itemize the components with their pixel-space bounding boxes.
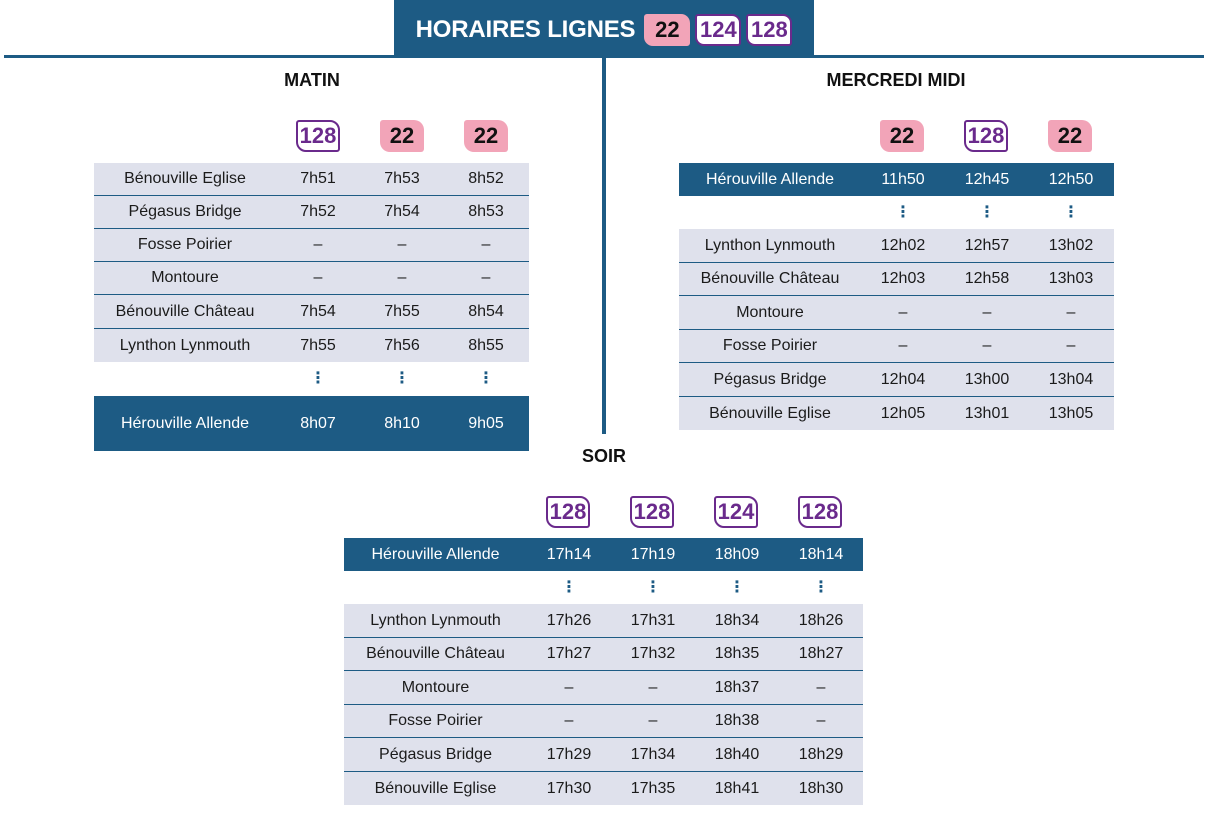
- stop-name: Lynthon Lynmouth: [119, 336, 251, 354]
- table-row: [679, 330, 1114, 363]
- time-cell: –: [898, 303, 908, 321]
- vertical-dots-icon: ⋮: [561, 578, 577, 596]
- stop-name: Fosse Poirier: [137, 236, 233, 253]
- stop-name: Fosse Poirier: [722, 337, 818, 354]
- section-title-soir: SOIR: [581, 446, 626, 466]
- stop-name: Hérouville Allende: [705, 170, 835, 188]
- terminus-row: [94, 396, 529, 451]
- stop-name: Montoure: [401, 678, 470, 696]
- time-cell: 7h53: [384, 170, 420, 187]
- stop-name: Pégasus Bridge: [713, 370, 827, 388]
- time-cell: 13h01: [964, 404, 1010, 422]
- ellipsis-row: [344, 571, 863, 604]
- time-cell: 18h35: [714, 645, 760, 662]
- time-cell: 11h50: [881, 170, 925, 188]
- matin-line-badge-3: 22: [464, 120, 508, 152]
- page-title: HORAIRES LIGNES: [415, 16, 636, 43]
- table-row: [94, 262, 529, 295]
- time-cell: 13h02: [1048, 236, 1094, 254]
- time-cell: –: [564, 712, 574, 729]
- time-cell: –: [816, 678, 826, 696]
- time-cell: 7h54: [384, 203, 420, 220]
- column-divider: [602, 58, 606, 434]
- time-cell: –: [1066, 337, 1076, 354]
- time-cell: 17h19: [630, 545, 676, 563]
- time-cell: 17h34: [630, 745, 676, 763]
- time-cell: –: [1066, 303, 1076, 321]
- header-line-badge-128: 128: [746, 14, 792, 46]
- table-row: [344, 638, 863, 671]
- stop-name: Bénouville Eglise: [124, 170, 246, 187]
- time-cell: 17h26: [546, 611, 592, 629]
- mercredi-timetable: [679, 163, 1114, 430]
- matin-timetable: [94, 163, 529, 451]
- time-cell: 17h30: [546, 779, 592, 797]
- time-cell: 18h34: [714, 611, 760, 629]
- time-cell: 12h57: [964, 236, 1010, 254]
- stop-name: Hérouville Allende: [371, 545, 500, 563]
- time-cell: 7h52: [300, 203, 336, 220]
- time-cell: 17h31: [630, 611, 676, 629]
- time-cell: 17h32: [630, 645, 676, 662]
- stop-name: Montoure: [736, 303, 804, 321]
- time-cell: 13h05: [1048, 404, 1094, 422]
- mercredi-line-badge-1: 22: [880, 120, 924, 152]
- stop-name: Pégasus Bridge: [128, 203, 242, 220]
- header-banner: [394, 0, 814, 58]
- table-row: [344, 772, 863, 805]
- stop-name: Bénouville Château: [700, 270, 840, 287]
- time-cell: 12h03: [880, 270, 926, 287]
- mercredi-line-badge-3: 22: [1048, 120, 1092, 152]
- vertical-dots-icon: ⋮: [645, 578, 661, 596]
- ellipsis-row: [679, 196, 1114, 229]
- time-cell: 18h38: [714, 712, 760, 729]
- stop-name: Bénouville Château: [366, 645, 505, 662]
- time-cell: 12h45: [964, 170, 1010, 188]
- time-cell: 18h30: [798, 779, 844, 797]
- time-cell: –: [648, 712, 658, 729]
- time-cell: 8h54: [468, 302, 504, 320]
- soir-timetable: [344, 538, 863, 805]
- time-cell: 18h09: [714, 545, 760, 563]
- table-row: [94, 229, 529, 262]
- time-cell: –: [313, 236, 323, 253]
- mercredi-line-badge-2: 128: [964, 120, 1008, 152]
- stop-name: Bénouville Eglise: [709, 404, 831, 422]
- time-cell: 7h54: [300, 302, 336, 320]
- stop-name: Bénouville Eglise: [374, 779, 497, 797]
- time-cell: 12h58: [964, 270, 1010, 287]
- vertical-dots-icon: ⋮: [394, 370, 410, 387]
- table-row: [94, 295, 529, 329]
- table-row: [344, 604, 863, 638]
- header-line-badge-22: 22: [644, 14, 690, 46]
- time-cell: 9h05: [468, 414, 504, 432]
- matin-line-badge-1: 128: [296, 120, 340, 152]
- table-row: [344, 705, 863, 738]
- time-cell: –: [648, 678, 658, 696]
- time-cell: 13h04: [1048, 370, 1094, 388]
- origin-row: [344, 538, 863, 571]
- table-row: [679, 363, 1114, 397]
- time-cell: –: [898, 337, 908, 354]
- vertical-dots-icon: ⋮: [979, 203, 995, 221]
- time-cell: –: [481, 236, 491, 253]
- stop-name: Bénouville Château: [115, 302, 255, 320]
- table-row: [679, 229, 1114, 263]
- stop-name: Montoure: [151, 269, 219, 286]
- table-row: [94, 163, 529, 196]
- time-cell: –: [982, 303, 992, 321]
- time-cell: –: [982, 337, 992, 354]
- stop-name: Lynthon Lynmouth: [370, 611, 501, 629]
- time-cell: 12h04: [880, 370, 926, 388]
- time-cell: 12h02: [880, 236, 926, 254]
- section-title-mercredi-midi: MERCREDI MIDI: [826, 70, 966, 90]
- stop-name: Hérouville Allende: [120, 414, 250, 432]
- time-cell: 12h05: [880, 404, 926, 422]
- time-cell: –: [816, 712, 826, 729]
- vertical-dots-icon: ⋮: [1063, 203, 1079, 221]
- soir-line-badge-4: 128: [798, 496, 842, 528]
- vertical-dots-icon: ⋮: [813, 578, 829, 596]
- time-cell: 12h50: [1048, 170, 1094, 188]
- time-cell: 8h52: [468, 170, 504, 187]
- table-row: [344, 671, 863, 705]
- table-row: [94, 196, 529, 229]
- time-cell: 8h07: [300, 414, 336, 432]
- time-cell: 7h56: [384, 336, 420, 354]
- soir-line-badge-1: 128: [546, 496, 590, 528]
- time-cell: 8h55: [468, 336, 504, 354]
- vertical-dots-icon: ⋮: [729, 578, 745, 596]
- time-cell: 17h14: [546, 545, 592, 563]
- soir-line-badge-3: 124: [714, 496, 758, 528]
- time-cell: 18h26: [798, 611, 844, 629]
- time-cell: –: [481, 269, 491, 286]
- time-cell: 18h41: [714, 779, 760, 797]
- time-cell: –: [397, 269, 407, 286]
- header-line-badge-124: 124: [695, 14, 741, 46]
- time-cell: –: [397, 236, 407, 253]
- time-cell: 18h14: [798, 545, 844, 563]
- time-cell: 18h29: [798, 745, 844, 763]
- time-cell: 7h55: [300, 336, 336, 354]
- vertical-dots-icon: ⋮: [478, 370, 494, 387]
- table-row: [94, 329, 529, 362]
- time-cell: 18h40: [714, 745, 760, 763]
- table-row: [344, 738, 863, 772]
- ellipsis-row: [94, 362, 529, 396]
- soir-line-badge-2: 128: [630, 496, 674, 528]
- time-cell: 17h29: [546, 745, 592, 763]
- stop-name: Fosse Poirier: [388, 712, 483, 729]
- stop-name: Lynthon Lynmouth: [704, 236, 836, 254]
- time-cell: 7h55: [384, 302, 420, 320]
- vertical-dots-icon: ⋮: [895, 203, 911, 221]
- time-cell: 7h51: [300, 170, 336, 187]
- vertical-dots-icon: ⋮: [310, 370, 326, 387]
- time-cell: 8h53: [468, 203, 504, 220]
- time-cell: –: [313, 269, 323, 286]
- stop-name: Pégasus Bridge: [379, 745, 492, 763]
- time-cell: 18h27: [798, 645, 844, 662]
- table-row: [679, 263, 1114, 296]
- time-cell: 13h00: [964, 370, 1010, 388]
- table-row: [679, 296, 1114, 330]
- time-cell: 8h10: [384, 414, 420, 432]
- time-cell: 13h03: [1048, 270, 1094, 287]
- section-title-matin: MATIN: [284, 70, 340, 90]
- table-row: [679, 397, 1114, 430]
- time-cell: –: [564, 678, 574, 696]
- time-cell: 18h37: [714, 678, 760, 696]
- matin-line-badge-2: 22: [380, 120, 424, 152]
- time-cell: 17h35: [630, 779, 676, 797]
- time-cell: 17h27: [546, 645, 592, 662]
- origin-row: [679, 163, 1114, 196]
